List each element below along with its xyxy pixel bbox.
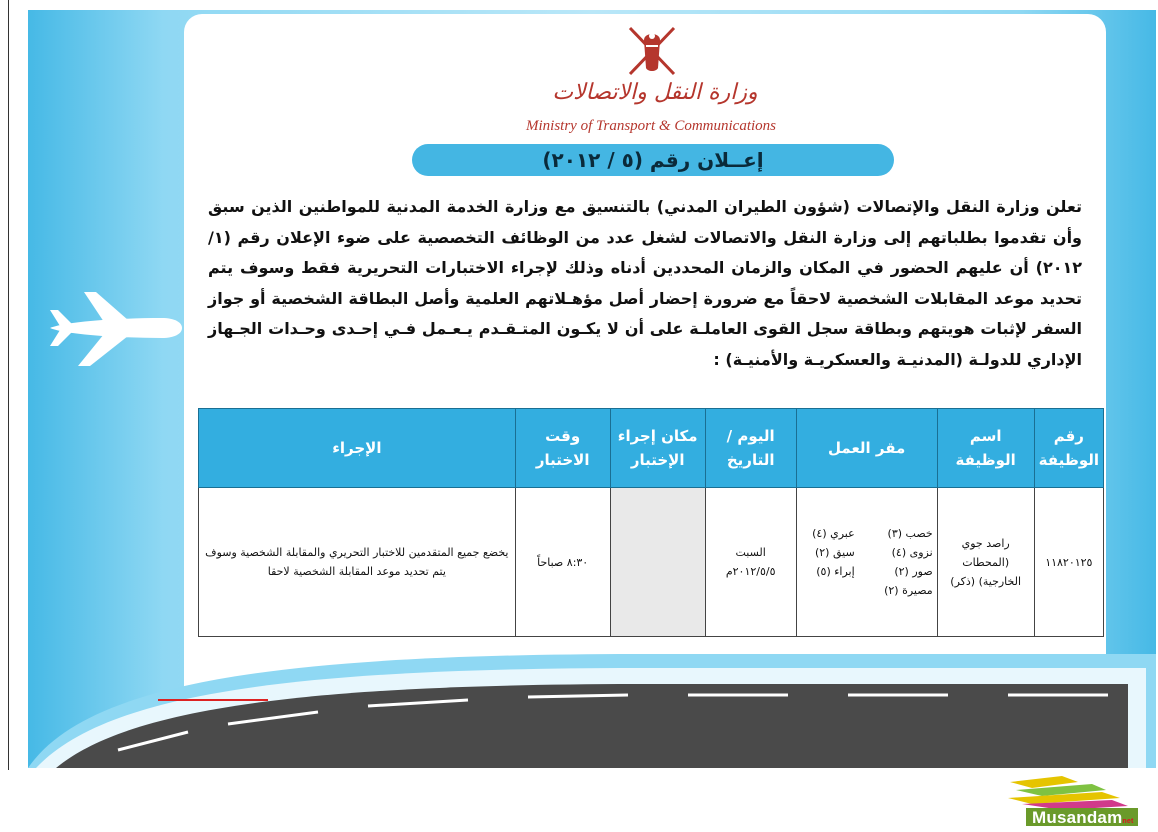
header-job-number: رقم الوظيفة: [1034, 409, 1103, 488]
table-row: [199, 488, 1104, 637]
cell-day-date: [705, 488, 796, 637]
header-day-date: اليوم / التاريخ: [705, 409, 796, 488]
ministry-name-english: Ministry of Transport & Communications: [525, 118, 777, 134]
location-item: خصب (٣): [887, 527, 933, 540]
cell-test-time: ٨:٣٠ صباحاً: [515, 488, 610, 637]
location-item: عبري (٤): [812, 527, 855, 540]
cell-work-location: [796, 488, 937, 637]
airplane-icon: [44, 288, 184, 368]
location-item: إبراء (٥): [816, 565, 855, 578]
location-item: صور (٢): [894, 565, 933, 578]
road-graphic: [28, 640, 1156, 770]
announcement-body: تعلن وزارة النقل والإتصالات (شؤون الطيران المدني) بالتنسيق مع وزارة الخدمة المدنية للمواطنين الذين سبق وأن تقدموا بطلباتهم إلى وزارة النقل والاتصالات لشغل عدد من الوظائف التخصصية على ضوء الإعلان رقم (١/ ٢٠١٢) أن عليهم الحضور في المكان والزمان المحددين أدناه وذلك لإجراء الاختبارات التحريرية فقط وسوف يتم تحديد موعد المقابلات الشخصية لاحقاً مع ضرورة إحضار أصل مؤهـلاتهم العلمية وأصل البطاقة الشخصية أو جواز السفر لإثبات هويتهم وبطاقة سجل القوى العاملـة على أن لا يكـون المتـقـدم يـعـمل فـي إحـدى وحـدات الجـهاز الإداري للدولـة (المدنيـة والعسكريـة والأمنيـة) :: [208, 197, 1082, 369]
jobs-table: [198, 408, 1104, 637]
location-item: مصيرة (٢): [884, 584, 933, 597]
announcement-title: إعــلان رقم (٥ / ٢٠١٢): [542, 148, 764, 172]
header-test-time: وقت الاختبار: [515, 409, 610, 488]
cell-date: ٢٠١٢/٥/٥م: [725, 565, 776, 578]
ministry-name-arabic: وزارة النقل والاتصالات: [552, 80, 758, 105]
location-item: سيق (٢): [814, 546, 855, 559]
cell-day: السبت: [735, 546, 766, 559]
page-border-line: [8, 0, 9, 770]
cell-job-number: ١١٨٢٠١٢٥: [1034, 488, 1103, 637]
oman-emblem-icon: [622, 22, 682, 80]
cell-procedure: يخضع جميع المتقدمين للاختبار التحريري والمقابلة الشخصية وسوف يتم تحديد موعد المقابلة الشخصية لاحقا: [199, 488, 516, 637]
cell-job-name: راصد جوي (المحطات الخارجية) (ذكر): [937, 488, 1034, 637]
musandam-logo: [1002, 772, 1142, 828]
table-header-row: [199, 409, 1104, 488]
header-test-place: مكان إجراء الإختبار: [610, 409, 705, 488]
cell-test-place: [610, 488, 705, 637]
header-work-location: مقر العمل: [796, 409, 937, 488]
announcement-banner: [412, 144, 894, 176]
header-job-name: اسم الوظيفة: [937, 409, 1034, 488]
header-procedure: الإجراء: [199, 409, 516, 488]
location-item: نزوى (٤): [891, 546, 933, 559]
musandam-logo-text: Musandamnet: [1032, 808, 1134, 827]
